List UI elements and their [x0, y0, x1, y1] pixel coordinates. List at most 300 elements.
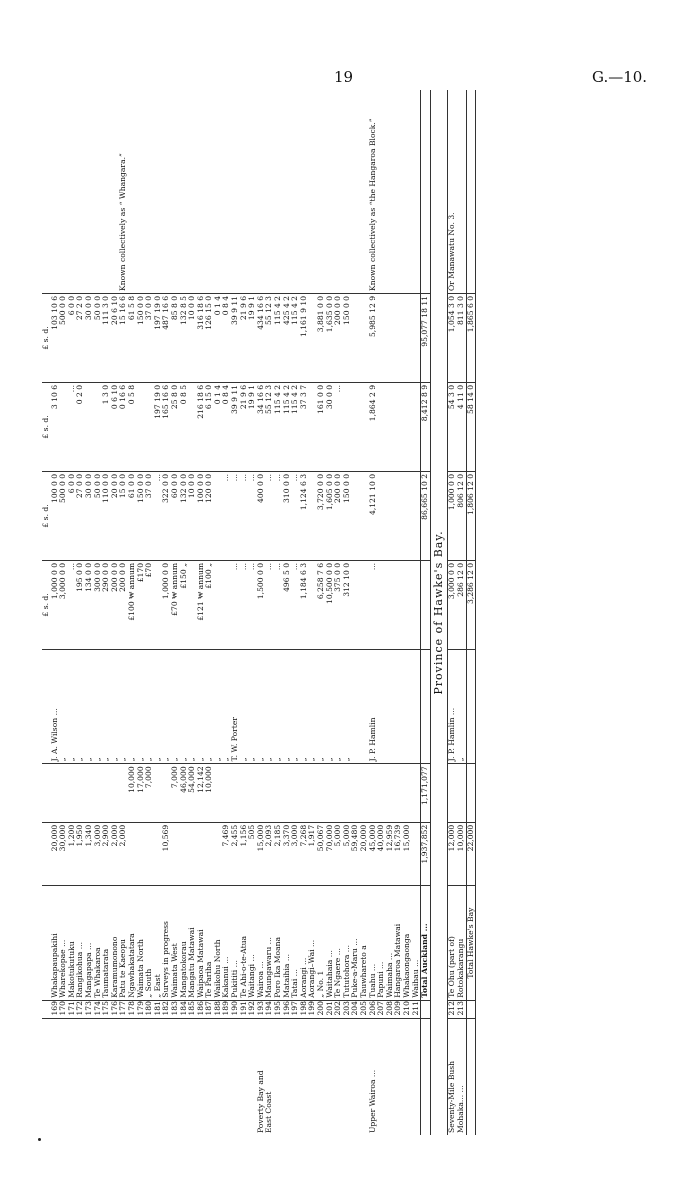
paid-cell: 20 0 0	[111, 471, 120, 560]
balance-cell: 111 3 0	[102, 293, 111, 382]
block-name-cell: Tututohora ...	[343, 886, 352, 1000]
surveyor-cell: „	[180, 649, 189, 763]
area2-cell	[334, 764, 343, 822]
area-cell: 2,455	[231, 822, 240, 886]
block-name-cell: Tuahu ...	[369, 886, 378, 1000]
number-cell: 188	[214, 1000, 223, 1018]
block-name-cell: Te Ohu (part of)	[448, 886, 457, 1000]
number-cell: 198	[300, 1000, 309, 1018]
number-cell: 187	[205, 1000, 214, 1018]
contract-cell	[222, 560, 231, 649]
surveyor-cell: „	[119, 649, 128, 763]
number-cell: 184	[180, 1000, 189, 1018]
district-cell	[334, 1018, 343, 1135]
block-name-cell: Whakaongaonga	[403, 886, 412, 1000]
contract-cell: 3,000 0 0	[448, 560, 457, 649]
district-cell	[59, 1018, 68, 1135]
area2-cell	[351, 764, 360, 822]
surveyor-cell: „	[85, 649, 94, 763]
area2-cell	[102, 764, 111, 822]
number-cell: 186	[197, 1000, 206, 1018]
remarks-cell	[326, 90, 335, 293]
block-name-cell: Te Pariha	[205, 886, 214, 1000]
area-cell	[188, 822, 197, 886]
surveyor-cell: „	[343, 649, 352, 763]
balance-cell: 197 19 0	[154, 293, 163, 382]
district-cell	[76, 1018, 85, 1135]
contract-cell: £70	[145, 560, 154, 649]
area-cell: 7,469	[222, 822, 231, 886]
number-cell: 201	[326, 1000, 335, 1018]
balance-cell: 200 0 0	[334, 293, 343, 382]
area2-cell: 17,000	[137, 764, 146, 822]
number-cell: 174	[94, 1000, 103, 1018]
remarks-cell	[394, 90, 403, 293]
area2-cell	[317, 764, 326, 822]
area2-cell	[111, 764, 120, 822]
advanced-cell: 1,864 2 9	[369, 382, 378, 471]
surveyor-cell: „	[154, 649, 163, 763]
surveyor-cell: „	[102, 649, 111, 763]
block-name-cell: Mangapapa ...	[85, 886, 94, 1000]
remarks-cell: Or Manawatu No. 3.	[448, 90, 457, 293]
area-cell: 2,900	[102, 822, 111, 886]
district-cell	[162, 1018, 171, 1135]
paid-cell: 310 0 0	[283, 471, 292, 560]
remarks-cell	[265, 90, 274, 293]
area2-cell	[76, 764, 85, 822]
document-reference: G.—10.	[592, 68, 648, 86]
advanced-cell: ...	[334, 382, 343, 471]
area-cell: 505	[248, 822, 257, 886]
block-name-cell: Waimaha ...	[386, 886, 395, 1000]
area2-cell: 54,000	[188, 764, 197, 822]
balance-cell: 10 0 0	[188, 293, 197, 382]
balance-cell: 61 5 8	[128, 293, 137, 382]
balance-cell: 103 10 6	[51, 293, 60, 382]
remarks-cell	[145, 90, 154, 293]
number-cell: 210	[403, 1000, 412, 1018]
surveyor-cell: „	[457, 649, 466, 763]
balance-cell: 37 0 0	[145, 293, 154, 382]
district-cell	[94, 1018, 103, 1135]
paid-cell: 806 12 0	[457, 471, 466, 560]
paid-cell: 1,124 6 3	[300, 471, 309, 560]
bullet-mark	[38, 1138, 41, 1141]
advanced-cell	[394, 382, 403, 471]
number-cell: 180	[145, 1000, 154, 1018]
advanced-cell: 34 16 6	[257, 382, 266, 471]
remarks-cell	[248, 90, 257, 293]
paid-cell	[394, 471, 403, 560]
area-cell: 10,569	[162, 822, 171, 886]
balance-cell: 55 12 3	[265, 293, 274, 382]
contract-cell: 1,184 6 3	[300, 560, 309, 649]
district-cell	[274, 1018, 283, 1135]
balance-cell: 1,635 0 0	[326, 293, 335, 382]
surveyor-cell: „	[240, 649, 249, 763]
total-paid: 1,806 12 0	[466, 471, 476, 560]
area2-cell: 10,000	[205, 764, 214, 822]
contract-cell: 195 0 0	[76, 560, 85, 649]
advanced-cell	[85, 382, 94, 471]
contract-cell: ...	[369, 560, 378, 649]
advanced-cell: 55 12 3	[265, 382, 274, 471]
remarks-cell	[188, 90, 197, 293]
district-cell	[128, 1018, 137, 1135]
balance-cell: 85 8 0	[171, 293, 180, 382]
remarks-cell	[51, 90, 60, 293]
area-cell: 3,000	[291, 822, 300, 886]
surveyor-cell: J. P. Hamlin ...	[448, 649, 457, 763]
surveyor-cell: „	[68, 649, 77, 763]
number-cell: 170	[59, 1000, 68, 1018]
area2-cell	[240, 764, 249, 822]
district-cell	[240, 1018, 249, 1135]
area-cell	[145, 822, 154, 886]
surveyor-cell: „	[265, 649, 274, 763]
number-cell: 203	[343, 1000, 352, 1018]
surveyor-cell: „	[76, 649, 85, 763]
district-cell	[394, 1018, 403, 1135]
surveyor-cell	[351, 649, 360, 763]
remarks-cell	[386, 90, 395, 293]
area-cell: 2,000	[111, 822, 120, 886]
remarks-cell	[85, 90, 94, 293]
surveyor-cell: „	[111, 649, 120, 763]
contract-cell	[386, 560, 395, 649]
area2-cell: 7,000	[171, 764, 180, 822]
area-cell: 10,000	[457, 822, 466, 886]
block-name-cell: Mangatokorau	[180, 886, 189, 1000]
paid-cell: 110 0 0	[102, 471, 111, 560]
district-cell	[137, 1018, 146, 1135]
district-cell	[351, 1018, 360, 1135]
number-cell: 195	[274, 1000, 283, 1018]
total-balance: 1,865 6 0	[466, 293, 476, 382]
advanced-cell: 0 6 10	[111, 382, 120, 471]
contract-cell: £100 ₩ annum	[128, 560, 137, 649]
advanced-cell: 21 9 6	[240, 382, 249, 471]
remarks-cell	[334, 90, 343, 293]
area2-cell	[85, 764, 94, 822]
province-title: Province of Hawke's Bay.	[430, 90, 448, 1135]
area-cell: 40,000	[377, 822, 386, 886]
area-cell: 3,370	[283, 822, 292, 886]
number-cell: 177	[119, 1000, 128, 1018]
district-cell	[231, 1018, 240, 1135]
contract-cell: ...	[274, 560, 283, 649]
number-cell: 208	[386, 1000, 395, 1018]
paid-cell: 200 0 0	[334, 471, 343, 560]
balance-cell: 6 0 0	[68, 293, 77, 382]
contract-cell: £121 ₩ annum	[197, 560, 206, 649]
paid-cell: ...	[240, 471, 249, 560]
number-cell: 205	[360, 1000, 369, 1018]
district-cell	[111, 1018, 120, 1135]
contract-cell: 1,000 0 0	[162, 560, 171, 649]
contract-cell: 312 10 0	[343, 560, 352, 649]
district-cell	[171, 1018, 180, 1135]
block-name-cell: Pukititi ...	[231, 886, 240, 1000]
area2-cell	[231, 764, 240, 822]
advanced-cell: 30 0 0	[326, 382, 335, 471]
block-name-cell: Waihau ...	[412, 886, 421, 1000]
contract-cell	[412, 560, 421, 649]
contract-cell	[360, 560, 369, 649]
advanced-cell: 0 2 0	[76, 382, 85, 471]
area-cell: 15,000	[257, 822, 266, 886]
contract-cell: ...	[248, 560, 257, 649]
advanced-cell: 115 4 2	[274, 382, 283, 471]
area2-cell: 12,142	[197, 764, 206, 822]
advanced-cell	[343, 382, 352, 471]
area-cell: 45,000	[369, 822, 378, 886]
paid-cell: 1,605 0 0	[326, 471, 335, 560]
district-cell	[102, 1018, 111, 1135]
district-cell	[300, 1018, 309, 1135]
surveyor-cell: „	[308, 649, 317, 763]
area2-cell	[326, 764, 335, 822]
paid-cell: 6 0 0	[68, 471, 77, 560]
paid-cell: 100 0 0	[51, 471, 60, 560]
paid-cell: ...	[274, 471, 283, 560]
number-cell: 182	[162, 1000, 171, 1018]
remarks-cell	[343, 90, 352, 293]
surveyor-cell: „	[291, 649, 300, 763]
remarks-cell	[154, 90, 163, 293]
number-cell: 183	[171, 1000, 180, 1018]
block-name-cell: „ No. 1	[317, 886, 326, 1000]
total-label: Total Auckland ...	[421, 886, 431, 1000]
district-cell	[326, 1018, 335, 1135]
surveyor-cell: T. W. Porter	[231, 649, 240, 763]
contract-cell: ...	[68, 560, 77, 649]
remarks-cell	[351, 90, 360, 293]
contract-cell: 134 0 0	[85, 560, 94, 649]
remarks-cell	[283, 90, 292, 293]
total-area2: 1,171,077	[421, 764, 431, 822]
number-cell: 199	[308, 1000, 317, 1018]
area2-cell	[386, 764, 395, 822]
balance-cell: 21 9 6	[240, 293, 249, 382]
block-name-cell: „ East	[154, 886, 163, 1000]
block-name-cell: Waimata North	[137, 886, 146, 1000]
currency-label: £ s. d.	[42, 382, 51, 471]
paid-cell: ...	[265, 471, 274, 560]
remarks-cell	[300, 90, 309, 293]
advanced-cell: 161 0 0	[317, 382, 326, 471]
remarks-cell	[231, 90, 240, 293]
contract-cell: 496 5 0	[283, 560, 292, 649]
advanced-cell	[137, 382, 146, 471]
area2-cell	[291, 764, 300, 822]
area2-cell	[248, 764, 257, 822]
remarks-cell	[128, 90, 137, 293]
contract-cell: ...	[231, 560, 240, 649]
area-cell: 3,000	[94, 822, 103, 886]
area-cell	[171, 822, 180, 886]
district-cell: Poverty Bay and	[255, 1070, 265, 1133]
block-name-cell: Hangaroa Matawai	[394, 886, 403, 1000]
balance-cell: 15 16 6	[119, 293, 128, 382]
paid-cell: ...	[222, 471, 231, 560]
balance-cell: 0 1 4	[214, 293, 223, 382]
block-name-cell: Kakanui ...	[222, 886, 231, 1000]
area-cell: 12,959	[386, 822, 395, 886]
block-name-cell: Waitahaia ...	[326, 886, 335, 1000]
block-name-cell: Surveys in progress	[162, 886, 171, 1000]
paid-cell: 30 0 0	[85, 471, 94, 560]
district-cell	[343, 1018, 352, 1135]
contract-cell	[377, 560, 386, 649]
paid-cell: ...	[154, 471, 163, 560]
area-cell: 50,067	[317, 822, 326, 886]
remarks-cell	[308, 90, 317, 293]
area2-cell	[214, 764, 223, 822]
block-name-cell: Mataihia ...	[283, 886, 292, 1000]
contract-cell: ...	[291, 560, 300, 649]
area2-cell	[369, 764, 378, 822]
advanced-cell: 1 3 0	[102, 382, 111, 471]
block-name-cell: Wharekopae ...	[59, 886, 68, 1000]
remarks-cell	[403, 90, 412, 293]
paid-cell: ...	[248, 471, 257, 560]
balance-cell: 150 0 0	[137, 293, 146, 382]
paid-cell: 37 0 0	[145, 471, 154, 560]
block-name-cell: Patu te Kaeopu	[119, 886, 128, 1000]
block-name-cell: Te Ngaere ...	[334, 886, 343, 1000]
block-name-cell: „ South	[145, 886, 154, 1000]
number-cell: 169	[51, 1000, 60, 1018]
block-name-cell: Waimata West	[171, 886, 180, 1000]
surveyor-cell: „	[162, 649, 171, 763]
contract-cell: 286 12 0	[457, 560, 466, 649]
remarks-cell	[59, 90, 68, 293]
surveyor-cell: „	[334, 649, 343, 763]
balance-cell	[394, 293, 403, 382]
paid-cell: 3,720 0 0	[317, 471, 326, 560]
balance-cell: 487 16 6	[162, 293, 171, 382]
contract-cell	[214, 560, 223, 649]
total-area: 22,000	[466, 822, 476, 886]
number-cell: 197	[291, 1000, 300, 1018]
survey-table	[42, 90, 476, 1135]
paid-cell: 400 0 0	[257, 471, 266, 560]
block-name-cell: Waipaoa Matawai	[197, 886, 206, 1000]
district-cell	[377, 1018, 386, 1135]
area-cell: 16,739	[394, 822, 403, 886]
balance-cell	[377, 293, 386, 382]
surveyor-cell: J. A. Wilson ...	[51, 649, 60, 763]
district-cell	[386, 1018, 395, 1135]
number-cell: 192	[248, 1000, 257, 1018]
area2-cell	[68, 764, 77, 822]
advanced-cell: 0 8 5	[180, 382, 189, 471]
auckland-rows	[51, 90, 421, 1135]
advanced-cell	[386, 382, 395, 471]
currency-label: £ s. d.	[42, 560, 51, 649]
paid-cell: 322 0 0	[162, 471, 171, 560]
area-cell: 15,000	[403, 822, 412, 886]
contract-cell: 1,500 0 0	[257, 560, 266, 649]
total-area: 1,937,852	[421, 822, 431, 886]
block-name-cell: Makotukutuku	[68, 886, 77, 1000]
remarks-cell	[162, 90, 171, 293]
total-label: Total Hawke's Bay	[466, 886, 476, 1000]
remarks-cell	[197, 90, 206, 293]
district-cell	[205, 1018, 214, 1135]
surveyor-cell	[386, 649, 395, 763]
balance-cell: 1,054 3 0	[448, 293, 457, 382]
advanced-cell: 165 16 6	[162, 382, 171, 471]
district-cell	[180, 1018, 189, 1135]
area-cell: 30,000	[59, 822, 68, 886]
remarks-cell	[214, 90, 223, 293]
area2-cell: 10,000	[128, 764, 137, 822]
number-cell: 206	[369, 1000, 378, 1018]
number-cell: 185	[188, 1000, 197, 1018]
district-cell	[68, 1018, 77, 1135]
block-name-cell: Rangikohua ...	[76, 886, 85, 1000]
number-cell: 193	[257, 1000, 266, 1018]
surveyor-cell: „	[94, 649, 103, 763]
remarks-cell	[205, 90, 214, 293]
remarks-cell	[76, 90, 85, 293]
balance-cell: 115 4 2	[291, 293, 300, 382]
contract-cell: 10,500 0 0	[326, 560, 335, 649]
contract-cell: 375 0 0	[334, 560, 343, 649]
balance-cell: 30 0 0	[85, 293, 94, 382]
advanced-cell	[403, 382, 412, 471]
block-name-cell: Wairoa ...	[257, 886, 266, 1000]
paid-cell: ...	[291, 471, 300, 560]
area2-cell	[283, 764, 292, 822]
balance-cell: 434 16 6	[257, 293, 266, 382]
advanced-cell: 25 8 0	[171, 382, 180, 471]
number-cell: 176	[111, 1000, 120, 1018]
balance-cell: 500 0 0	[59, 293, 68, 382]
area-cell: 2,000	[119, 822, 128, 886]
balance-cell: 316 18 6	[197, 293, 206, 382]
advanced-cell: 54 3 0	[448, 382, 457, 471]
area2-cell: 7,000	[145, 764, 154, 822]
balance-cell: 115 4 2	[274, 293, 283, 382]
advanced-cell: 37 3 7	[300, 382, 309, 471]
remarks-cell	[180, 90, 189, 293]
number-cell: 202	[334, 1000, 343, 1018]
surveyor-cell: „	[145, 649, 154, 763]
area-cell	[205, 822, 214, 886]
remarks-cell	[240, 90, 249, 293]
area2-cell	[274, 764, 283, 822]
surveyor-cell: J. P. Hamlin	[369, 649, 378, 763]
contract-cell	[403, 560, 412, 649]
surveyor-cell	[394, 649, 403, 763]
balance-cell: 20 6 10	[111, 293, 120, 382]
advanced-cell: 115 4 2	[283, 382, 292, 471]
advanced-cell: 197 19 0	[154, 382, 163, 471]
balance-cell: 0 8 4	[222, 293, 231, 382]
area2-cell	[360, 764, 369, 822]
remarks-cell: Known collectively as “the Hangaroa Block.”	[369, 90, 378, 293]
paid-cell	[377, 471, 386, 560]
surveyor-cell: „	[188, 649, 197, 763]
number-cell: 209	[394, 1000, 403, 1018]
contract-cell: ...	[265, 560, 274, 649]
remarks-cell	[102, 90, 111, 293]
area-cell: 1,200	[68, 822, 77, 886]
